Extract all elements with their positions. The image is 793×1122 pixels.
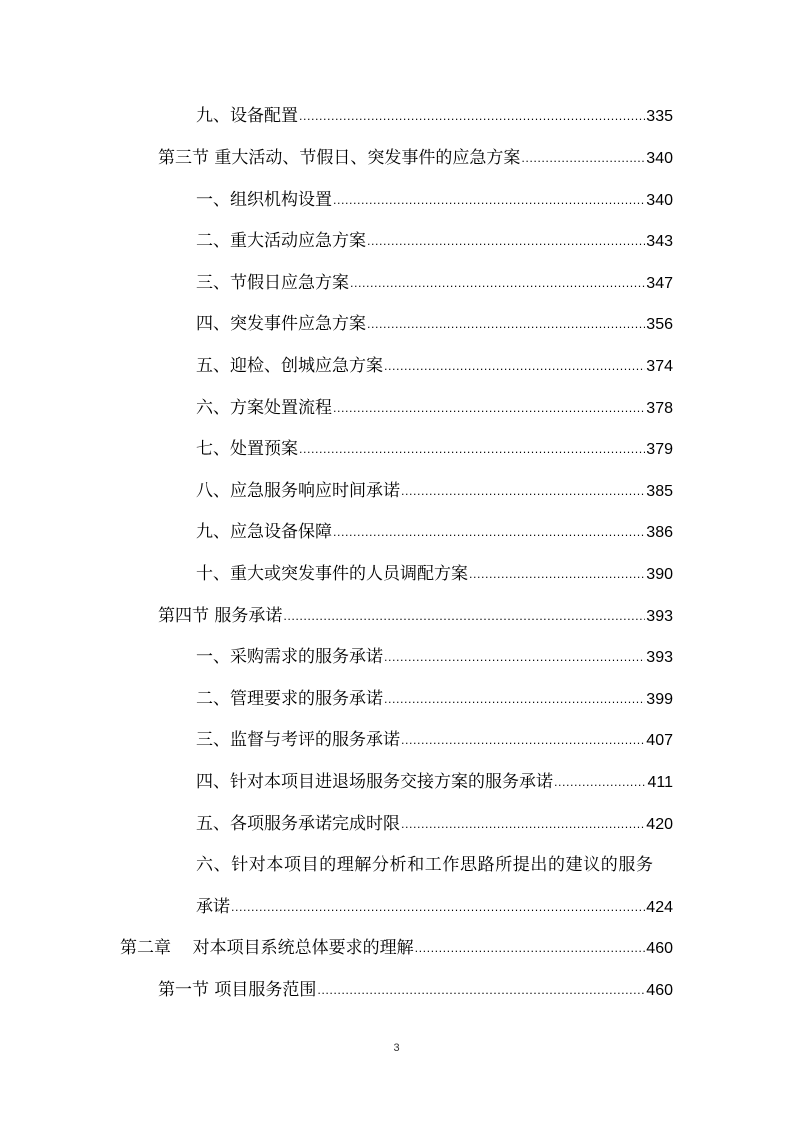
toc-entry-page: 393 [646,608,673,625]
toc-entry-wrapped-line[interactable] [196,853,673,877]
toc-entry[interactable] [196,645,673,669]
dot-leader [299,105,645,129]
toc-entry-title: 五、迎检、创城应急方案 [196,356,383,376]
toc-entry-page: 390 [646,566,673,583]
toc-entry-page: 347 [646,275,673,292]
toc-entry-page: 335 [646,108,673,125]
dot-leader [367,230,645,254]
toc-entry[interactable] [158,604,673,628]
toc-entry-page: 407 [646,732,673,749]
toc-entry-title: 二、管理要求的服务承诺 [196,689,383,709]
toc-entry-page: 424 [646,899,673,916]
toc-entry-page: 393 [646,649,673,666]
toc-entry[interactable] [158,978,673,1002]
toc-entry[interactable] [196,812,673,836]
toc-entry-page: 340 [646,192,673,209]
toc-entry-title: 第一节 项目服务范围 [158,980,317,1000]
toc-entry-title: 二、重大活动应急方案 [196,231,366,251]
dot-leader [350,272,645,296]
dot-leader [299,438,645,462]
toc-entry-title: 第二章 对本项目系统总体要求的理解 [120,938,414,958]
dot-leader [401,480,645,504]
dot-leader [469,563,645,587]
dot-leader [384,646,645,670]
toc-entry-page: 379 [646,441,673,458]
toc-entry[interactable] [196,728,673,752]
toc-entry-page: 356 [646,316,673,333]
toc-entry[interactable] [196,479,673,503]
toc-entry-page: 340 [646,150,673,167]
toc-entry[interactable] [196,520,673,544]
dot-leader [231,896,645,920]
page-number: 3 [393,1042,400,1054]
toc-entry[interactable] [196,687,673,711]
toc-entry-title-line1: 六、针对本项目的理解分析和工作思路所提出的建议的服务 [196,855,654,875]
toc-entry-title: 八、应急服务响应时间承诺 [196,481,400,501]
dot-leader [384,355,645,379]
toc-entry-title: 一、组织机构设置 [196,190,332,210]
dot-leader [367,313,645,337]
toc-entry-title: 一、采购需求的服务承诺 [196,647,383,667]
toc-entry[interactable] [196,895,673,919]
toc-entry[interactable] [196,104,673,128]
dot-leader [401,813,645,837]
toc-entry[interactable] [196,354,673,378]
toc-entry[interactable] [196,312,673,336]
toc-entry[interactable] [196,437,673,461]
toc-entry-title: 九、设备配置 [196,106,298,126]
dot-leader [333,521,645,545]
toc-entry[interactable] [196,396,673,420]
dot-leader [333,397,645,421]
dot-leader [317,979,645,1003]
toc-entry-page: 374 [646,358,673,375]
toc-entry-page: 343 [646,233,673,250]
toc-entry[interactable] [196,188,673,212]
toc-entry-title: 七、处置预案 [196,439,298,459]
toc-entry[interactable] [196,271,673,295]
toc-entry-title: 三、节假日应急方案 [196,273,349,293]
toc-entry-title: 四、针对本项目进退场服务交接方案的服务承诺 [196,772,553,792]
dot-leader [415,937,646,961]
dot-leader [521,147,645,171]
dot-leader [554,771,646,795]
toc-entry-title: 承诺 [196,897,230,917]
toc-entry-title: 十、重大或突发事件的人员调配方案 [196,564,468,584]
toc-entry-title: 第四节 服务承诺 [158,606,283,626]
toc-entry-page: 378 [646,400,673,417]
toc-entry-page: 411 [647,774,673,791]
toc-entry[interactable] [196,562,673,586]
toc-entry-title: 第三节 重大活动、节假日、突发事件的应急方案 [158,148,521,168]
toc-entry[interactable] [120,936,673,960]
toc-entry-title: 五、各项服务承诺完成时限 [196,814,400,834]
toc-entry-title: 四、突发事件应急方案 [196,314,366,334]
toc-entry-page: 399 [646,691,673,708]
toc-entry-title: 三、监督与考评的服务承诺 [196,730,400,750]
toc-entry[interactable] [196,770,673,794]
dot-leader [333,189,645,213]
toc-entry-title: 九、应急设备保障 [196,522,332,542]
dot-leader [401,729,645,753]
toc-entry[interactable] [196,229,673,253]
dot-leader [384,688,645,712]
dot-leader [283,605,645,629]
toc-entry-page: 460 [646,982,673,999]
toc-entry[interactable] [158,146,673,170]
toc-entry-page: 420 [646,816,673,833]
toc-entry-page: 460 [646,940,673,957]
toc-entry-title: 六、方案处置流程 [196,398,332,418]
toc-entry-page: 385 [646,483,673,500]
toc-entry-page: 386 [646,524,673,541]
